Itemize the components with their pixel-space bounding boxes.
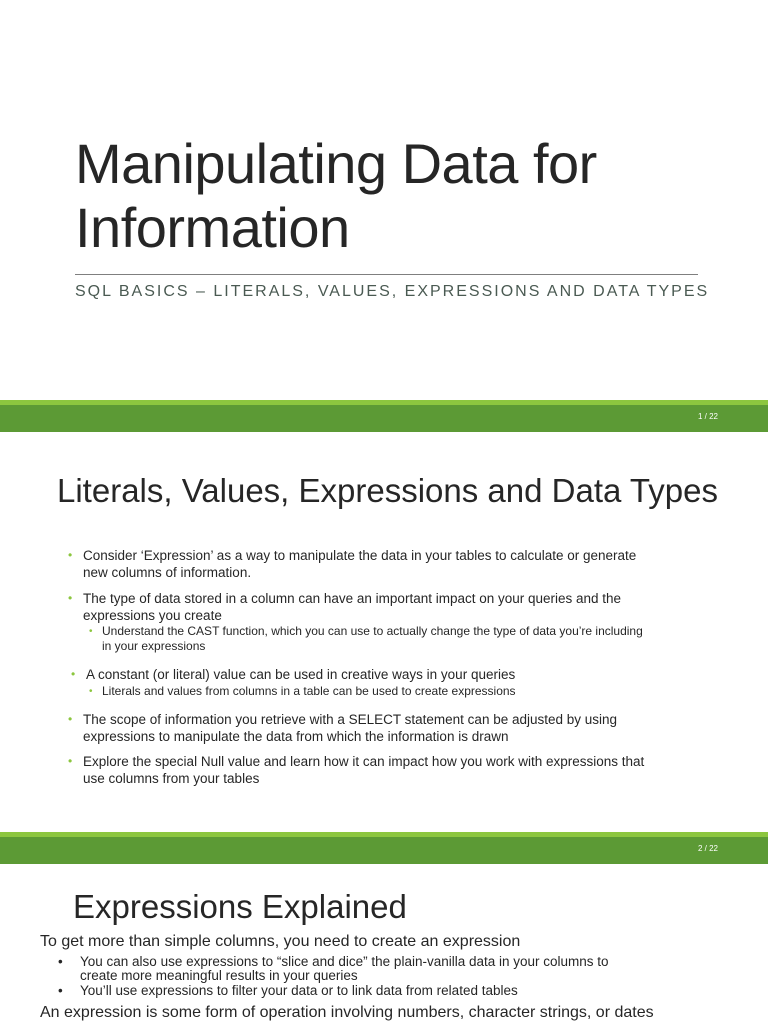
bullet-dot-icon: • [68,712,73,726]
bullet-item [68,753,703,787]
bullet-dot-icon: • [89,626,93,637]
slide-1-title [75,132,597,260]
bullet-text: Consider ‘Expression’ as a way to manipulate the data in your tables to calculate or generate [83,548,637,563]
bullet-dot-icon: • [71,667,76,681]
bullet-text: create more meaningful results in your queries [80,968,358,983]
title-line-2: Information [75,196,350,259]
bullet-item [68,711,703,745]
bullet-text: A constant (or literal) value can be used in creative ways in your queries [86,667,516,682]
bullet-text: Literals and values from columns in a table can be used to create expressions [102,684,516,698]
bullet-dot-icon: • [89,686,93,697]
bullet-text: Understand the CAST function, which you can use to actually change the type of data you’re including [102,624,643,638]
bullet-text: You’ll use expressions to filter your data or to link data from related tables [80,983,518,998]
bullet-dot-icon: • [68,548,73,562]
sub-bullet-item [58,983,700,998]
slide-1 [0,0,768,400]
page-number: 1 / 22 [697,412,718,421]
slide-1-footer-bar [0,400,768,432]
footer-accent-line [0,400,768,405]
bullet-dot-icon: • [58,983,63,998]
slide-1-subtitle: SQL BASICS – LITERALS, VALUES, EXPRESSIONS AND DATA TYPES [75,283,710,300]
sub-bullet-item [89,684,702,699]
slide-3-title: Expressions Explained [73,888,407,925]
bullet-item [68,547,703,581]
title-divider [75,274,698,275]
slide-2 [0,432,768,832]
sub-bullet-item [89,624,702,654]
slide-3 [0,864,768,1024]
bullet-text: expressions you create [83,608,222,623]
bullet-text: You can also use expressions to “slice and dice” the plain-vanilla data in your columns to [80,954,609,969]
bullet-text: expressions to manipulate the data from which the information is drawn [83,729,509,744]
bullet-text: The type of data stored in a column can have an important impact on your queries and the [83,591,622,606]
bullet-text: The scope of information you retrieve with a SELECT statement can be adjusted by using [83,712,618,727]
bullet-dot-icon: • [68,754,73,768]
sub-bullet-item [58,954,700,983]
slide-2-title: Literals, Values, Expressions and Data Types [57,472,718,509]
footer-accent-line [0,832,768,837]
bullet-text: Explore the special Null value and learn how it can impact how you work with expressions that [83,754,645,769]
bullet-item [68,590,703,624]
bullet-dot-icon: • [58,954,63,969]
bullet-text: use columns from your tables [83,771,260,786]
page-number: 2 / 22 [697,844,718,853]
body-text: To get more than simple columns, you need to create an expression [40,933,521,950]
bullet-text: in your expressions [102,639,206,653]
title-line-1: Manipulating Data for [75,132,597,195]
bullet-dot-icon: • [68,591,73,605]
bullet-text: new columns of information. [83,565,252,580]
bullet-item [71,666,706,683]
body-text: An expression is some form of operation involving numbers, character strings, or dates [40,1004,654,1021]
slide-2-footer-bar [0,832,768,864]
